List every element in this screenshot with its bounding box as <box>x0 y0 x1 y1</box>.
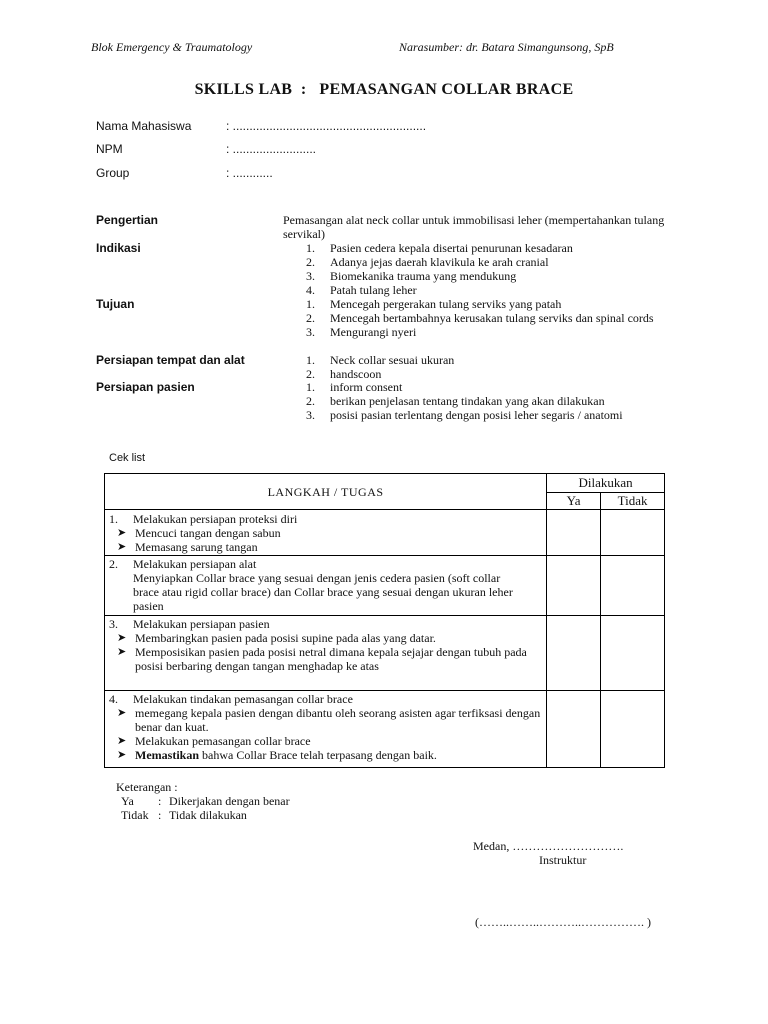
student-npm-label: NPM <box>96 142 123 156</box>
header-left: Blok Emergency & Traumatology <box>91 40 253 54</box>
checkbox-no-cell[interactable] <box>601 616 665 691</box>
column-header-yes: Ya <box>547 493 601 510</box>
legend-title: Keterangan : <box>116 780 178 794</box>
column-header-done: Dilakukan <box>547 474 665 493</box>
student-group-label: Group <box>96 166 130 180</box>
arrow-bullet-icon: ➤ <box>117 646 127 658</box>
signature-place-date: Medan, ………………………. <box>473 839 624 853</box>
indikasi-list <box>306 241 686 297</box>
checkbox-no-cell[interactable] <box>601 510 665 556</box>
task-cell: 4. Melakukan tindakan pemasangan collar brace ➤ memegang kepala pasien dengan dibantu oleh seorang asisten agar terfiksasi dengan benar dan kuat. ➤ Melakukan pemasangan collar brace ➤ Memastikan bahwa Collar Brace telah terpasang dengan baik. <box>105 691 547 768</box>
checklist-caption: Cek list <box>109 452 146 464</box>
list-item: 3. Biomekanika trauma yang mendukung <box>306 269 517 283</box>
indikasi-label: Indikasi <box>96 241 141 255</box>
pengertian-text: Pemasangan alat neck collar untuk immobilisasi leher (mempertahankan tulang servikal) <box>283 213 665 241</box>
list-item: 2. Adanya jejas daerah klavikula ke arah cranial <box>306 255 549 269</box>
student-group-field: : ............ <box>226 166 273 180</box>
list-item: 2. berikan penjelasan tentang tindakan yang akan dilakukan <box>306 394 605 408</box>
legend-ya-sep: : <box>158 794 162 808</box>
checkbox-no-cell[interactable] <box>601 556 665 616</box>
legend-tidak-value: Tidak dilakukan <box>169 808 247 822</box>
student-name-label: Nama Mahasiswa <box>96 119 192 133</box>
task-cell: 1. Melakukan persiapan proteksi diri ➤ Mencuci tangan dengan sabun ➤ Memasang sarung tangan <box>105 510 547 556</box>
arrow-bullet-icon: ➤ <box>117 632 127 644</box>
arrow-bullet-icon: ➤ <box>117 735 127 747</box>
arrow-bullet-icon: ➤ <box>117 541 127 553</box>
signature-name-line: (……..……..………..……………. ) <box>475 915 651 929</box>
list-item: 3. Mengurangi nyeri <box>306 325 417 339</box>
table-row <box>105 510 665 556</box>
arrow-bullet-icon: ➤ <box>117 749 127 761</box>
task-cell: 3. Melakukan persiapan pasien ➤ Membaringkan pasien pada posisi supine pada alas yang datar. ➤ Memposisikan pasien pada posisi netral dimana kepala sejajar dengan tubuh pada posisi berbaring dengan tangan menghadap ke atas <box>105 616 547 691</box>
legend-tidak-key: Tidak <box>121 808 149 822</box>
list-item: 1. Mencegah pergerakan tulang serviks yang patah <box>306 297 562 311</box>
student-npm-field: : ......................... <box>226 142 317 156</box>
checkbox-yes-cell[interactable] <box>547 510 601 556</box>
page-title: SKILLS LAB : PEMASANGAN COLLAR BRACE <box>194 81 574 98</box>
list-item: 2. Mencegah bertambahnya kerusakan tulang serviks dan spinal cords <box>306 311 654 325</box>
list-item: 1. Pasien cedera kepala disertai penurunan kesadaran <box>306 241 573 255</box>
checklist-table <box>104 473 665 768</box>
pengertian-label: Pengertian <box>96 213 159 227</box>
list-item: 4. Patah tulang leher <box>306 283 417 297</box>
task-cell: 2. Melakukan persiapan alat Menyiapkan Collar brace yang sesuai dengan jenis cedera pasien (soft collar brace atau rigid collar brace) dan Collar brace yang sesuai dengan ukuran leher pasien <box>105 556 547 616</box>
persiapan-pasien-label: Persiapan pasien <box>96 380 195 394</box>
arrow-bullet-icon: ➤ <box>117 707 127 719</box>
table-row <box>105 616 665 691</box>
checkbox-yes-cell[interactable] <box>547 556 601 616</box>
table-row <box>105 691 665 768</box>
list-item: 3. posisi pasian terlentang dengan posisi leher segaris / anatomi <box>306 408 623 422</box>
column-header-no: Tidak <box>601 493 665 510</box>
list-item: 2. handscoon <box>306 367 382 381</box>
list-item: 1. Neck collar sesuai ukuran <box>306 353 455 367</box>
student-name-field: : .......................................................... <box>226 119 427 133</box>
signature-role: Instruktur <box>539 853 587 867</box>
checkbox-yes-cell[interactable] <box>547 616 601 691</box>
list-item: 1. inform consent <box>306 380 403 394</box>
table-row <box>105 556 665 616</box>
tujuan-label: Tujuan <box>96 297 135 311</box>
legend-ya-key: Ya <box>121 794 134 808</box>
checkbox-yes-cell[interactable] <box>547 691 601 768</box>
column-header-task: LANGKAH / TUGAS <box>105 474 547 510</box>
tujuan-list <box>306 297 676 339</box>
persiapan-alat-list <box>306 353 686 381</box>
checkbox-no-cell[interactable] <box>601 691 665 768</box>
persiapan-alat-label: Persiapan tempat dan alat <box>96 353 245 367</box>
legend-tidak-sep: : <box>158 808 162 822</box>
header-right: Narasumber: dr. Batara Simangunsong, SpB <box>399 40 614 54</box>
legend-ya-value: Dikerjakan dengan benar <box>169 794 290 808</box>
arrow-bullet-icon: ➤ <box>117 527 127 539</box>
persiapan-pasien-list <box>306 380 706 422</box>
